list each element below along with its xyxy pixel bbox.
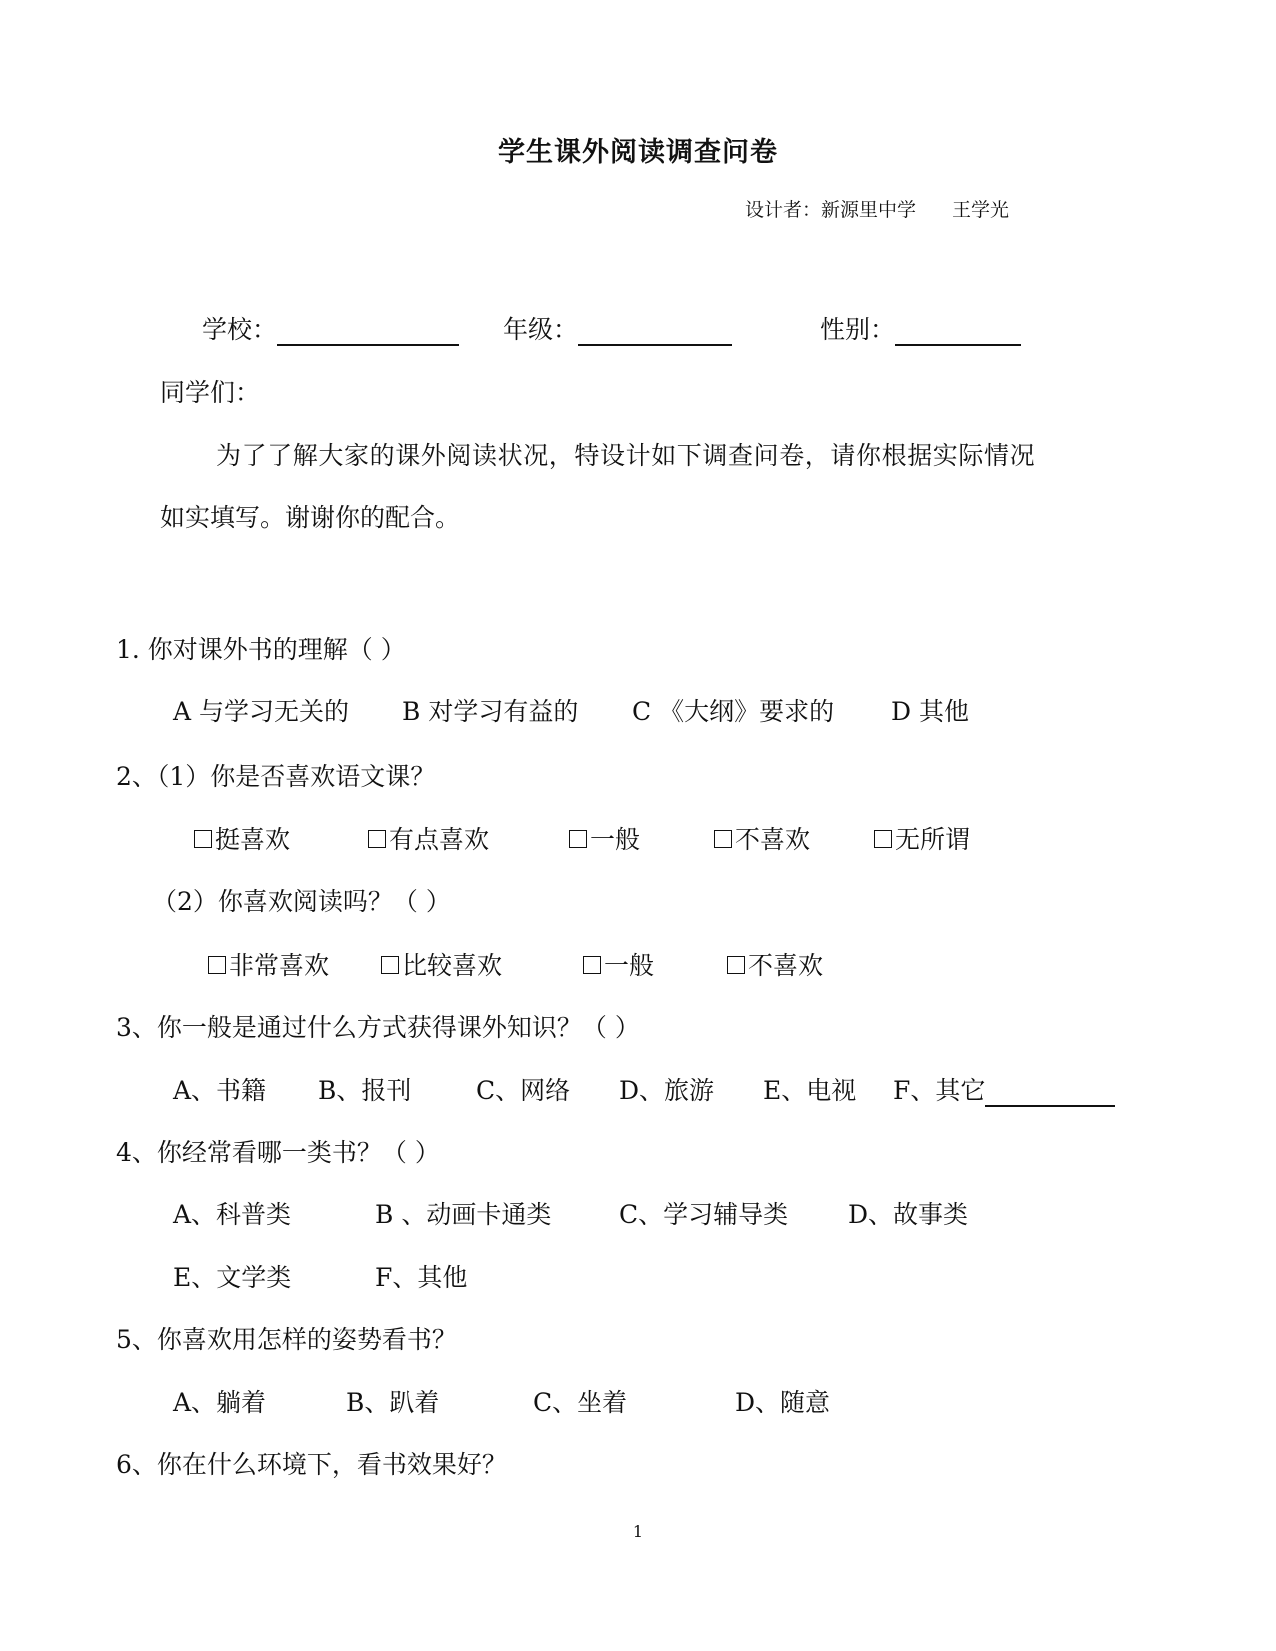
question-6: 6、你在什么环境下，看书效果好？ <box>116 1450 507 1479</box>
q5-option-a[interactable]: A、躺着 <box>173 1388 267 1417</box>
q2-option-4[interactable] <box>714 820 810 856</box>
q2-sub2-option-4[interactable] <box>727 946 823 982</box>
q4-option-e[interactable]: E、文学类 <box>173 1263 292 1292</box>
q1-option-c[interactable]: C 《大纲》要求的 <box>632 697 835 726</box>
question-3: 3、你一般是通过什么方式获得课外知识？（ ） <box>116 1013 640 1042</box>
gender-label: 性别： <box>820 315 896 344</box>
gender-field[interactable] <box>820 310 1021 346</box>
checkbox-icon[interactable] <box>727 956 745 974</box>
q2-option-5[interactable] <box>874 820 970 856</box>
q3-option-e[interactable]: E、电视 <box>763 1076 857 1105</box>
grade-blank[interactable] <box>578 314 732 346</box>
school-label: 学校： <box>202 315 278 344</box>
checkbox-icon[interactable] <box>569 830 587 848</box>
designer-name: 王学光 <box>952 199 1010 221</box>
q2-sub2-option-2[interactable] <box>381 946 502 982</box>
question-2: 2、（1）你是否喜欢语文课？ <box>116 762 436 791</box>
q3-option-f-label: F、其它 <box>893 1076 986 1105</box>
school-blank[interactable] <box>277 314 459 346</box>
q5-option-b[interactable]: B、趴着 <box>346 1388 440 1417</box>
grade-field[interactable] <box>503 310 732 346</box>
designer-credit <box>745 195 1009 222</box>
other-blank[interactable] <box>985 1075 1115 1107</box>
q5-option-d[interactable]: D、随意 <box>735 1388 831 1417</box>
q3-option-f[interactable] <box>893 1071 1115 1107</box>
q2-option-label: 无所谓 <box>895 825 971 854</box>
checkbox-icon[interactable] <box>208 956 226 974</box>
q2-option-label: 挺喜欢 <box>215 825 291 854</box>
q3-option-b[interactable]: B、报刊 <box>318 1076 412 1105</box>
q2-sub2-option-label: 比较喜欢 <box>402 951 503 980</box>
checkbox-icon[interactable] <box>194 830 212 848</box>
checkbox-icon[interactable] <box>381 956 399 974</box>
q2-option-2[interactable] <box>368 820 489 856</box>
greeting: 同学们： <box>160 378 261 407</box>
school-field[interactable] <box>202 310 459 346</box>
checkbox-icon[interactable] <box>583 956 601 974</box>
q2-option-label: 不喜欢 <box>735 825 811 854</box>
q1-option-b[interactable]: B 对学习有益的 <box>402 697 579 726</box>
page-title: 学生课外阅读调查问卷 <box>498 137 778 168</box>
q1-option-a[interactable]: A 与学习无关的 <box>173 697 350 726</box>
q1-option-d[interactable]: D 其他 <box>891 697 969 726</box>
question-5: 5、你喜欢用怎样的姿势看书？ <box>116 1325 457 1354</box>
q3-option-a[interactable]: A、书籍 <box>173 1076 267 1105</box>
question-4: 4、你经常看哪一类书？（ ） <box>116 1138 440 1167</box>
q5-option-c[interactable]: C、坐着 <box>533 1388 628 1417</box>
q3-option-c[interactable]: C、网络 <box>476 1076 571 1105</box>
q4-option-c[interactable]: C、学习辅导类 <box>619 1200 789 1229</box>
q2-option-1[interactable] <box>194 820 290 856</box>
question-1: 1. 你对课外书的理解（ ） <box>116 635 406 664</box>
gender-blank[interactable] <box>895 314 1021 346</box>
intro-line-1: 为了了解大家的课外阅读状况，特设计如下调查问卷，请你根据实际情况 <box>216 441 1036 470</box>
checkbox-icon[interactable] <box>368 830 386 848</box>
grade-label: 年级： <box>503 315 579 344</box>
q4-option-a[interactable]: A、科普类 <box>173 1200 292 1229</box>
designer-label: 设计者：新源里中学 <box>745 199 917 221</box>
q4-option-b[interactable]: B 、动画卡通类 <box>375 1200 552 1229</box>
q2-sub2-option-label: 不喜欢 <box>748 951 824 980</box>
q4-option-f[interactable]: F、其他 <box>375 1263 468 1292</box>
q2-option-label: 有点喜欢 <box>389 825 490 854</box>
q2-sub2-option-1[interactable] <box>208 946 329 982</box>
question-2-sub-2: （2）你喜欢阅读吗？（ ） <box>152 887 451 916</box>
checkbox-icon[interactable] <box>714 830 732 848</box>
q4-option-d[interactable]: D、故事类 <box>848 1200 969 1229</box>
q2-option-label: 一般 <box>590 825 641 854</box>
q3-option-d[interactable]: D、旅游 <box>619 1076 715 1105</box>
q2-sub2-option-label: 一般 <box>604 951 655 980</box>
checkbox-icon[interactable] <box>874 830 892 848</box>
q2-sub2-option-3[interactable] <box>583 946 654 982</box>
page-number: 1 <box>632 1522 644 1541</box>
intro-line-2: 如实填写。谢谢你的配合。 <box>160 503 461 532</box>
q2-sub2-option-label: 非常喜欢 <box>229 951 330 980</box>
q2-option-3[interactable] <box>569 820 640 856</box>
